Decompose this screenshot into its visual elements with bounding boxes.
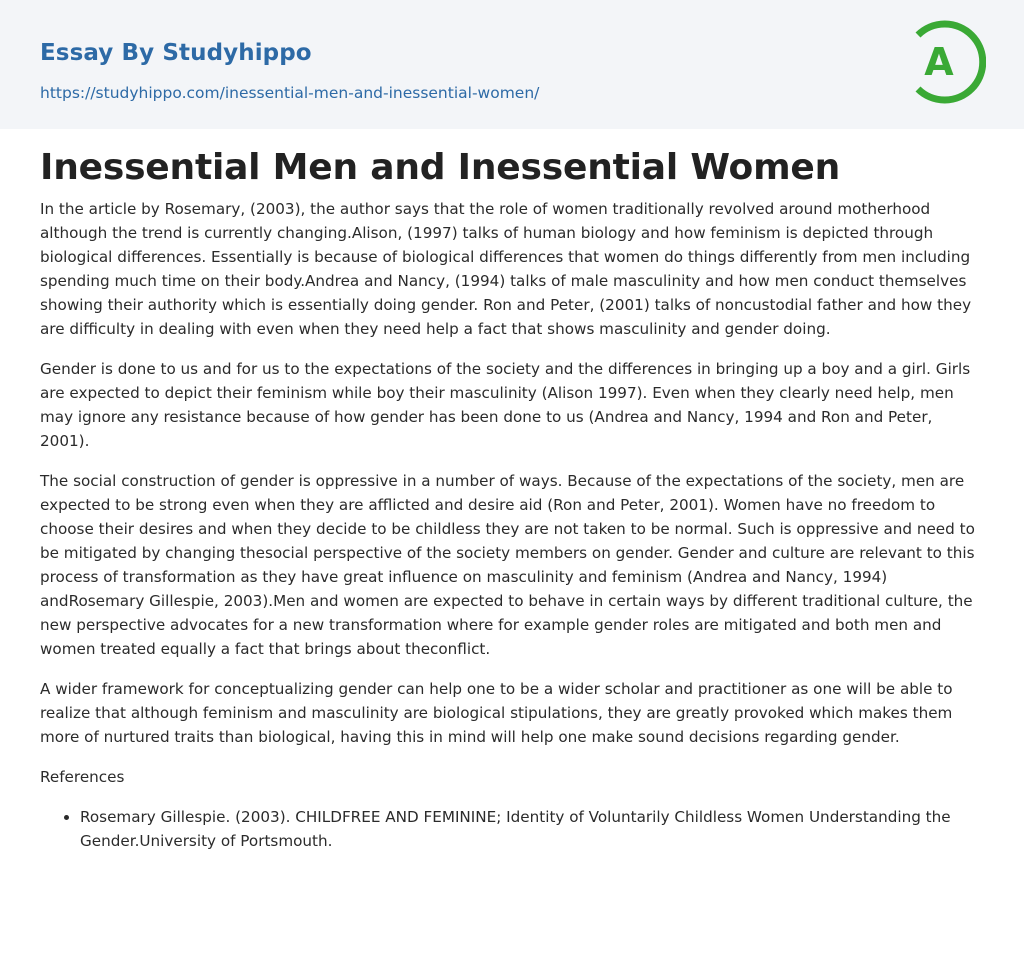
essay-content (40, 145, 984, 853)
references-heading: References (40, 768, 125, 786)
essay-paragraph: The social construction of gender is oppressive in a number of ways. Because of the expectations of the society, men are expected to be strong even when they are afflicted and desire aid (Ron and Peter, 2001). Women have no freedom to choose their desires and when they decide to be childless they are not taken to be normal. Such is oppressive and need to be mitigated by changing thesocial perspective of the society members on gender. Gender and culture are relevant to this process of transformation as they have great influence on masculinity and feminism (Andrea and Nancy, 1994) andRosemary Gillespie, 2003).Men and women are expected to behave in certain ways by different traditional culture, the new perspective advocates for a new transformation where for example gender roles are mitigated and both men and women treated equally a fact that brings about theconflict. (40, 472, 975, 658)
essay-paragraph: Gender is done to us and for us to the expectations of the society and the differences in bringing up a boy and a girl. Girls are expected to depict their feminism while boy their masculinity (Alison 1997). Even when they clearly need help, men may ignore any resistance because of how gender has been done to us (Andrea and Nancy, 1994 and Ron and Peter, 2001). (40, 360, 971, 450)
essay-url-link[interactable]: https://studyhippo.com/inessential-men-and-inessential-women/ (40, 84, 540, 102)
essay-paragraph: In the article by Rosemary, (2003), the author says that the role of women traditionally revolved around motherhood although the trend is currently changing.Alison, (1997) talks of human biology and how feminism is depicted through biological differences. Essentially is because of biological differences that women do things differently from men including spending much time on their body.Andrea and Nancy, (1994) talks of male masculinity and how men conduct themselves showing their authority which is essentially doing gender. Ron and Peter, (2001) talks of noncustodial father and how they are difficulty in dealing with even when they need help a fact that shows masculinity and gender doing. (40, 200, 972, 338)
essay-title: Inessential Men and Inessential Women (40, 147, 841, 188)
references-list (40, 805, 984, 853)
logo-letter: A (924, 40, 954, 84)
circle-a-logo-icon[interactable] (910, 19, 986, 105)
site-title[interactable]: Essay By Studyhippo (40, 40, 312, 66)
reference-item: • Rosemary Gillespie. (2003). CHILDFREE AND FEMININE; Identity of Voluntarily Childless Women Understanding the Gender.University of Portsmouth. (80, 805, 984, 853)
essay-paragraph: A wider framework for conceptualizing gender can help one to be a wider scholar and practitioner as one will be able to realize that although feminism and masculinity are biological stipulations, they are greatly provoked which makes them more of nurtured traits than biological, having this in mind will help one make sound decisions regarding gender. (40, 680, 953, 746)
site-header (0, 0, 1024, 129)
